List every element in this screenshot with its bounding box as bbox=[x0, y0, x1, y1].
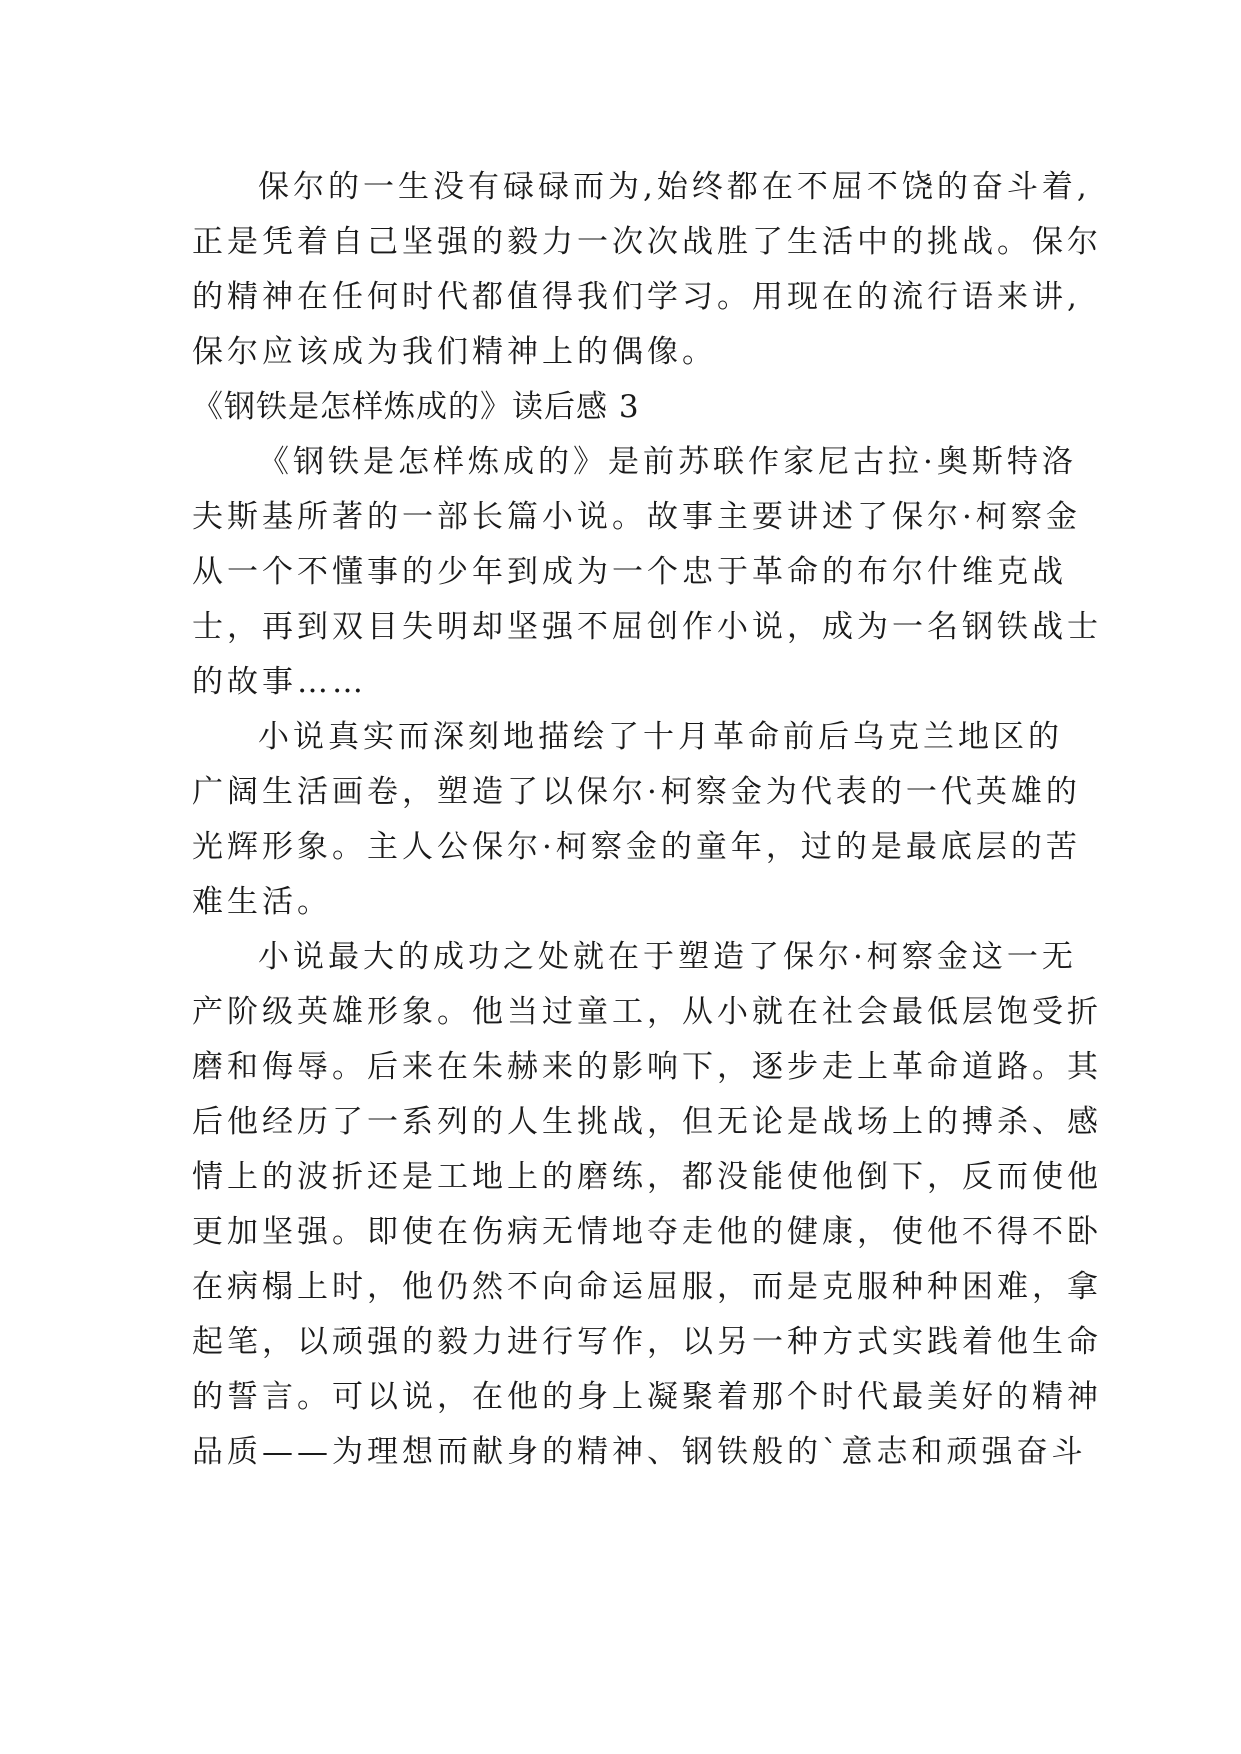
text-line: 更加坚强。即使在伤病无情地夺走他的健康，使他不得不卧 bbox=[192, 1214, 1102, 1250]
text-line: 正是凭着自己坚强的毅力一次次战胜了生活中的挑战。保尔 bbox=[192, 224, 1102, 260]
text-line: 士，再到双目失明却坚强不屈创作小说，成为一名钢铁战士 bbox=[192, 609, 1102, 645]
text-line: 起笔，以顽强的毅力进行写作，以另一种方式实践着他生命 bbox=[192, 1324, 1102, 1360]
text-line: 夫斯基所著的一部长篇小说。故事主要讲述了保尔·柯察金 bbox=[192, 499, 1081, 535]
text-line: 难生活。 bbox=[192, 884, 332, 920]
text-line: 小说最大的成功之处就在于塑造了保尔·柯察金这一无 bbox=[258, 939, 1077, 975]
document-body bbox=[192, 160, 1102, 1480]
text-line: 保尔应该成为我们精神上的偶像。 bbox=[192, 334, 717, 370]
text-line: 广阔生活画卷，塑造了以保尔·柯察金为代表的一代英雄的 bbox=[192, 774, 1081, 810]
section-heading: 《钢铁是怎样炼成的》读后感 3 bbox=[192, 389, 640, 425]
text-line: 后他经历了一系列的人生挑战，但无论是战场上的搏杀、感 bbox=[192, 1104, 1102, 1140]
text-line: 光辉形象。主人公保尔·柯察金的童年，过的是最底层的苦 bbox=[192, 829, 1081, 865]
text-line: 的誓言。可以说，在他的身上凝聚着那个时代最美好的精神 bbox=[192, 1379, 1102, 1415]
text-line: 产阶级英雄形象。他当过童工，从小就在社会最低层饱受折 bbox=[192, 994, 1102, 1030]
text-line: 情上的波折还是工地上的磨练，都没能使他倒下，反而使他 bbox=[192, 1159, 1102, 1195]
text-line: 磨和侮辱。后来在朱赫来的影响下，逐步走上革命道路。其 bbox=[192, 1049, 1102, 1085]
text-line: 从一个不懂事的少年到成为一个忠于革命的布尔什维克战 bbox=[192, 554, 1067, 590]
text-line: 《钢铁是怎样炼成的》是前苏联作家尼古拉·奥斯特洛 bbox=[258, 444, 1077, 480]
text-line: 保尔的一生没有碌碌而为,始终都在不屈不饶的奋斗着, bbox=[258, 169, 1091, 205]
text-line: 的故事…… bbox=[192, 664, 367, 700]
text-line: 的精神在任何时代都值得我们学习。用现在的流行语来讲, bbox=[192, 279, 1081, 315]
text-line: 品质——为理想而献身的精神、钢铁般的`意志和顽强奋斗 bbox=[192, 1434, 1087, 1470]
text-line: 小说真实而深刻地描绘了十月革命前后乌克兰地区的 bbox=[258, 719, 1063, 755]
text-line: 在病榻上时，他仍然不向命运屈服，而是克服种种困难，拿 bbox=[192, 1269, 1102, 1305]
